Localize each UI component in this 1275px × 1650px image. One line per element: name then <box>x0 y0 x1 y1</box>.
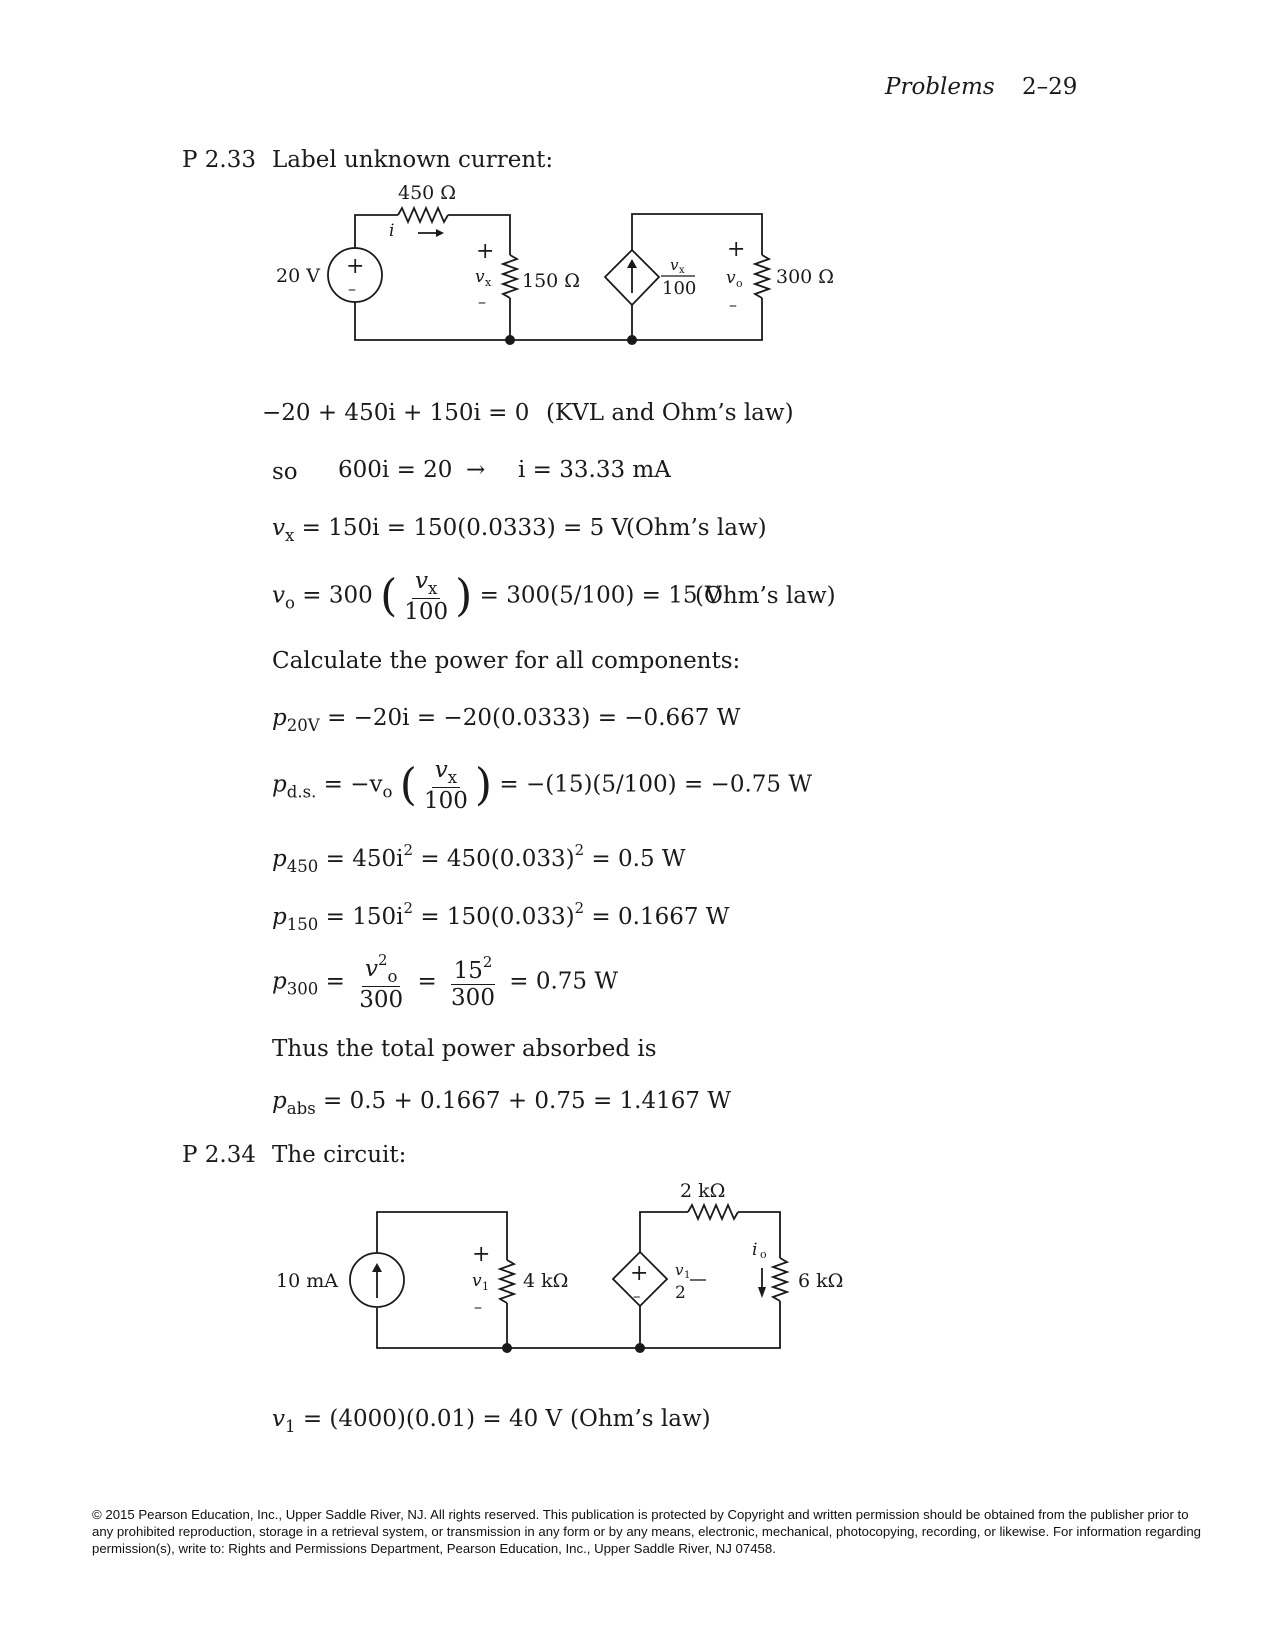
power-intro: Calculate the power for all components: <box>272 648 741 674</box>
problem-intro-2-33: Label unknown current: <box>272 147 554 173</box>
v1-label: v <box>472 1271 482 1291</box>
node-dot <box>505 335 515 345</box>
dep-src-den: 2 <box>675 1283 686 1303</box>
eq-v1: $v_1 = (4000)(0.01) = 40$ V <box>272 1406 563 1436</box>
label-20v: 20 V <box>276 265 320 287</box>
problem-label-2-33: P 2.33 <box>182 147 256 173</box>
current-arrow-icon <box>436 229 444 237</box>
resistor-450 <box>398 208 448 222</box>
up-arrow-icon <box>372 1263 382 1272</box>
label-150: 150 Ω <box>522 270 581 292</box>
label-10ma: 10 mA <box>276 1270 338 1292</box>
arrow-icon: → <box>466 457 486 483</box>
eq-kvl: −20 + 450i + 150i = 0 <box>262 400 530 426</box>
dep-src-minus: – <box>633 1287 641 1305</box>
circuit-diagram-2-34 <box>0 1160 1275 1380</box>
eq-vx-note: (Ohm’s law) <box>626 515 767 541</box>
eq-600i: 600i = 20 <box>338 457 453 483</box>
vx-label: v <box>475 267 485 287</box>
eq-p150: $p_{150} = 150i^2 = 150(0.033)^2 = 0.1667$ W <box>272 899 730 934</box>
source-plus: + <box>346 254 365 279</box>
vo-label: v <box>726 268 736 288</box>
v1-label-sub: 1 <box>482 1280 489 1293</box>
node-dot <box>502 1343 512 1353</box>
node-dot <box>627 335 637 345</box>
eq-i-result: i = 33.33 mA <box>518 457 671 483</box>
eq-vo-note: (Ohm’s law) <box>695 583 836 609</box>
eq-p300: $p_{300}$ = $\frac{v^2_o}{300}$ = $\frac{15^2}{300}$ = 0.75 W <box>272 951 619 1014</box>
problem-label-2-34: P 2.34 <box>182 1142 256 1168</box>
node-dot <box>635 1343 645 1353</box>
circuit-diagram-2-33 <box>0 0 1275 380</box>
dep-src-den: 100 <box>662 278 697 299</box>
label-2k: 2 kΩ <box>680 1180 726 1202</box>
io-label: i <box>752 1240 758 1260</box>
source-minus: – <box>348 279 356 298</box>
label-6k: 6 kΩ <box>798 1270 844 1292</box>
label-300: 300 Ω <box>776 266 835 288</box>
label-4k: 4 kΩ <box>523 1270 569 1292</box>
page-number: 2–29 <box>1022 74 1078 100</box>
copyright-footer: © 2015 Pearson Education, Inc., Upper Saddle River, NJ. All rights reserved. This publication is protected by Copyright and written permission should be obtained from the publisher prior to any prohibited reproduction, storage in a retrieval system, or transmission in any form or by any means, electronic, mechanical, photocopying, recording, or likewise. For information regarding permission(s), write to: Rights and Permissions Department, Pearson Education, Inc., Upper Saddle River, NJ 07458. <box>92 1507 1202 1556</box>
eq-pabs: $p_{abs} = 0.5 + 0.1667 + 0.75 = 1.4167$ W <box>272 1088 731 1118</box>
resistor-300 <box>755 255 769 298</box>
resistor-2k <box>688 1205 738 1219</box>
problem-intro-2-34: The circuit: <box>272 1142 407 1168</box>
eq-kvl-note: (KVL and Ohm’s law) <box>546 400 794 426</box>
dep-src-num: v <box>670 256 679 274</box>
io-label-sub: o <box>760 1248 767 1261</box>
vo-plus: + <box>727 237 746 262</box>
vo-label-sub: o <box>736 277 743 290</box>
eq-p450: $p_{450} = 450i^2 = 450(0.033)^2 = 0.5$ W <box>272 841 686 876</box>
up-arrow-icon <box>627 259 637 268</box>
vo-minus: – <box>729 295 737 314</box>
down-arrow-icon <box>758 1287 766 1298</box>
label-450: 450 Ω <box>398 182 457 204</box>
vx-label-sub: x <box>485 276 492 289</box>
resistor-150 <box>503 255 517 298</box>
vx-minus: – <box>478 292 486 311</box>
eq-vx: $v_x = 150i = 150(0.0333) = 5$ V <box>272 515 629 545</box>
running-header-title: Problems <box>885 74 995 100</box>
v1-minus: – <box>474 1297 482 1316</box>
label-current-i: i <box>389 221 395 241</box>
resistor-6k <box>773 1258 787 1301</box>
dep-src-plus: + <box>630 1261 649 1286</box>
dep-src-num: v <box>675 1261 684 1279</box>
eq-so: so <box>272 459 298 485</box>
eq-vo: $v_o = 300$ ( $\frac{v_x}{100}$ ) = 300(5/100) = 15 V <box>272 568 722 625</box>
total-intro: Thus the total power absorbed is <box>272 1036 657 1062</box>
dep-src-num-sub: 1 <box>684 1270 691 1281</box>
eq-p20v: $p_{20V} = -20i = -20(0.0333) = -0.667$ W <box>272 705 741 735</box>
eq-pds: $p_{d.s.} = -v_o$ ( $\frac{v_x}{100}$ ) = −(15)(5/100) = −0.75 W <box>272 757 812 814</box>
vx-plus: + <box>476 239 495 264</box>
dep-src-num-sub: x <box>679 265 685 276</box>
v1-plus: + <box>472 1242 491 1267</box>
resistor-4k <box>500 1260 514 1303</box>
eq-v1-note: (Ohm’s law) <box>570 1406 711 1432</box>
